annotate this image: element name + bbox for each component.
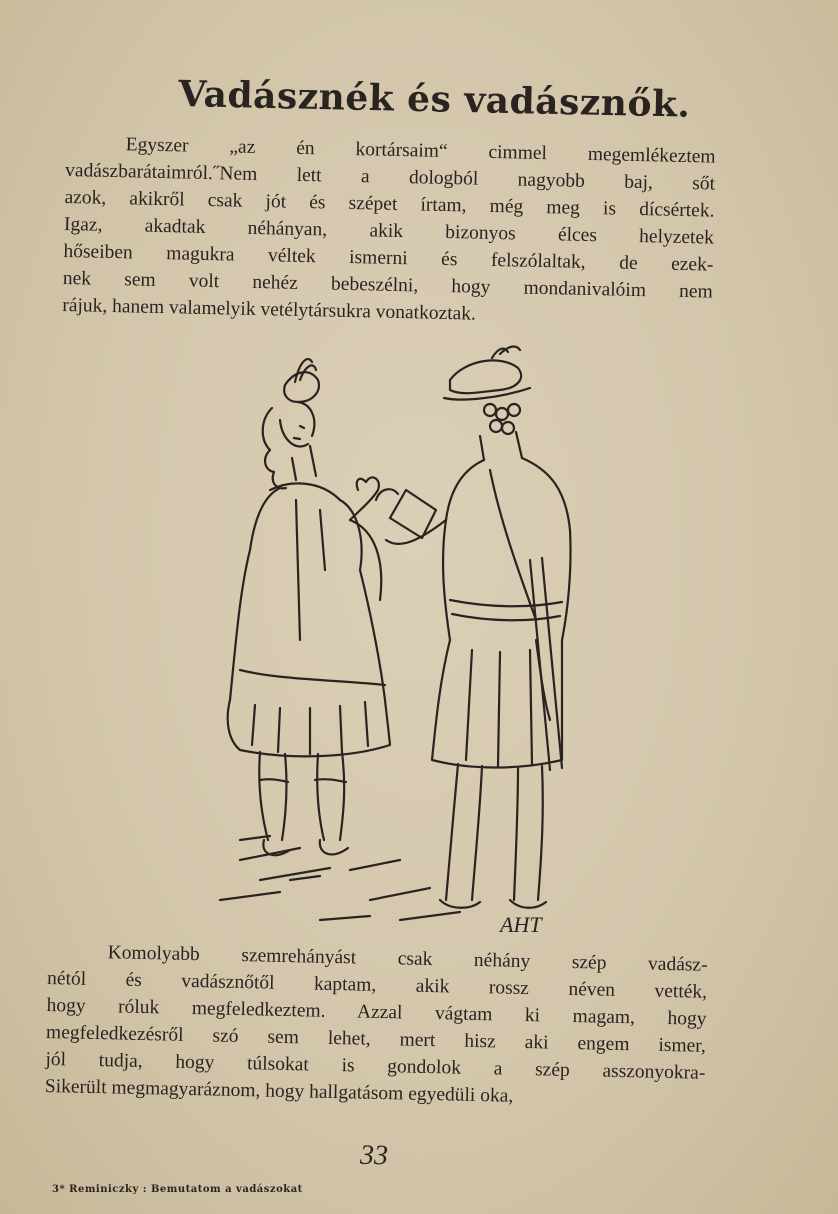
footer-signature-line: 3* Reminiczky : Bemutatom a vadászokat: [52, 1184, 303, 1195]
text-line: hőseiben magukra véltek ismerni és felszólaltak, de ezek-: [63, 240, 714, 276]
page-number: 33: [359, 1139, 389, 1172]
text-line: Komolyabb szemrehányást csak néhány szép vadász-: [107, 942, 708, 976]
text-line: hogy róluk megfeledkeztem. Azzal vágtam ki magam, hogy: [46, 994, 707, 1030]
illustration-two-huntresses: [200, 340, 600, 940]
text-line: nek sem volt nehéz bebeszélni, hogy mondanivalóim nem: [62, 267, 713, 303]
text-line: azok, akikről csak jót és szépet írtam, még meg is dícsértek.: [64, 186, 715, 222]
right-woman-figure: [376, 347, 571, 908]
text-line: nétól és vadásznőtől kaptam, akik rossz néven vették,: [46, 967, 708, 1003]
artist-signature: AHT: [500, 912, 542, 937]
paragraph-intro: [62, 130, 716, 333]
text-line: Sikerült megmagyaráznom, hogy hallgatásom egyedüli oka,: [44, 1075, 514, 1107]
left-woman-figure: [228, 359, 390, 855]
ground-strokes: [220, 836, 460, 920]
text-line: jól tudja, hogy túlsokat is gondolok a szép asszonyokra-: [45, 1048, 706, 1084]
text-line: Igaz, akadtak néhányan, akik bizonyos élces helyzetek: [63, 213, 715, 249]
text-line: rájuk, hanem valamelyik vetélytársukra vonatkoztak.: [62, 294, 477, 325]
text-line: megfeledkezésről szó sem lehet, mert hisz aki engem ismer,: [45, 1021, 707, 1057]
page-title: Vadásznék és vadásznők.: [178, 73, 691, 126]
text-line: Egyszer „az én kortársaim“ cimmel megemlékeztem: [125, 134, 716, 168]
paragraph-body: [45, 938, 708, 1114]
text-line: vadászbarátaimról.˝Nem lett a dologból nagyobb baj, sőt: [64, 159, 716, 195]
